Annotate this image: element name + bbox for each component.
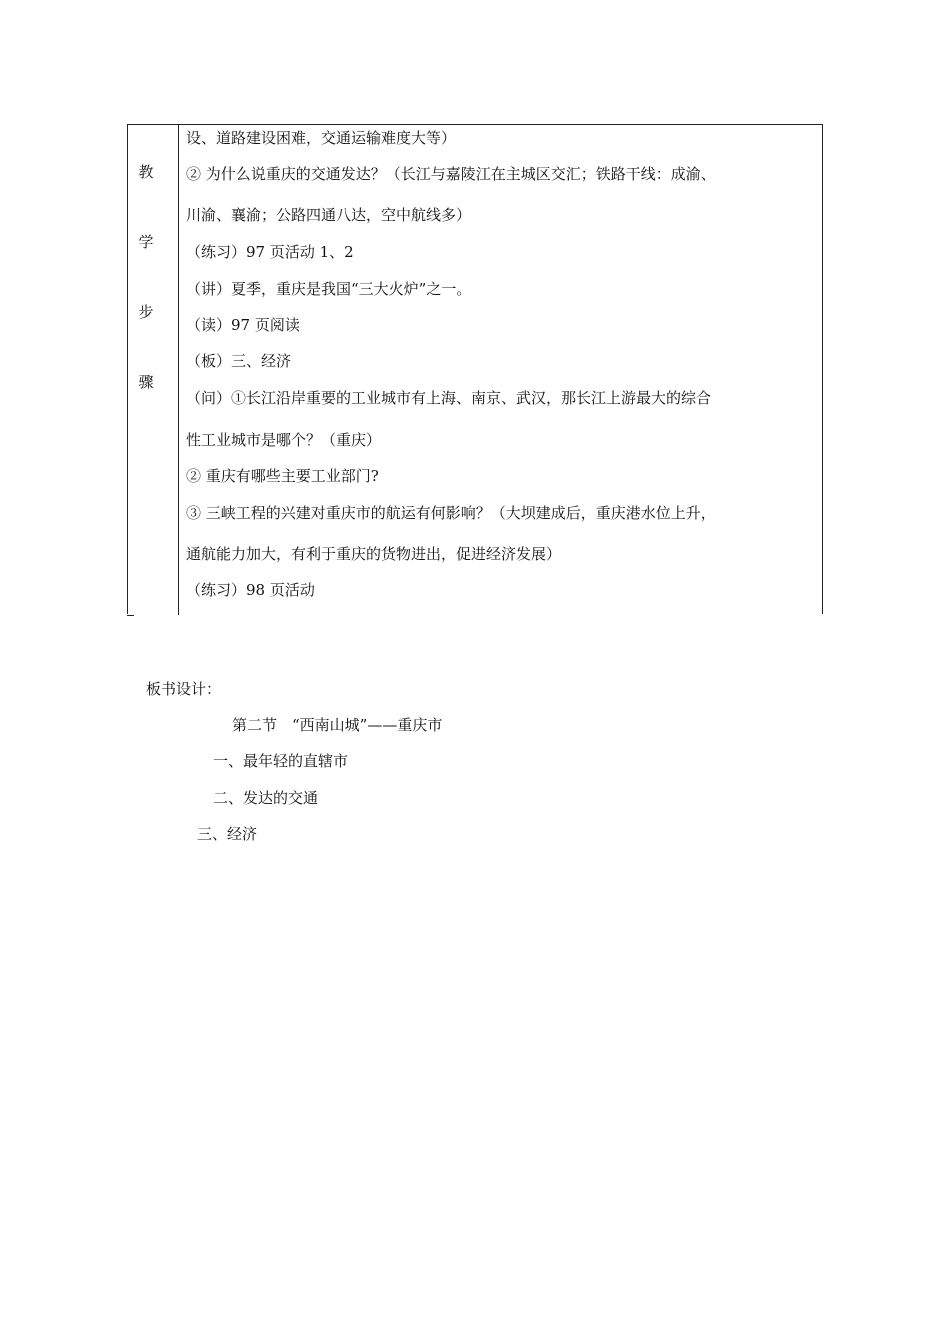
content-line: 通航能力加大，有利于重庆的货物进出，促进经济发展） <box>186 545 562 563</box>
step-label-char: 步 <box>138 303 154 321</box>
content-line: （讲）夏季，重庆是我国“三大火炉”之一。 <box>186 280 472 298</box>
content-line: （问）①长江沿岸重要的工业城市有上海、南京、武汉，那长江上游最大的综合 <box>186 389 712 407</box>
step-label-column <box>128 125 178 615</box>
board-design-item: 二、发达的交通 <box>213 789 319 807</box>
content-line: ② 重庆有哪些主要工业部门? <box>186 467 379 485</box>
content-line: 川渝、襄渝；公路四通八达，空中航线多） <box>186 206 472 224</box>
board-design-item: 三、经济 <box>197 825 258 843</box>
step-label-char: 教 <box>138 163 154 181</box>
content-line: ② 为什么说重庆的交通发达？（长江与嘉陵江在主城区交汇；铁路干线：成渝、 <box>186 165 716 183</box>
board-design-item: 一、最年轻的直辖市 <box>213 752 349 770</box>
content-line: 性工业城市是哪个？（重庆） <box>186 431 382 449</box>
step-content-column <box>186 125 818 615</box>
column-divider <box>178 125 179 615</box>
board-design-title: 第二节 “西南山城”——重庆市 <box>232 716 443 734</box>
content-line: （板）三、经济 <box>186 352 292 370</box>
table-corner-mark <box>127 615 134 616</box>
board-design-heading: 板书设计： <box>146 680 222 698</box>
content-line: ③ 三峡工程的兴建对重庆市的航运有何影响？（大坝建成后，重庆港水位上升， <box>186 504 716 522</box>
step-label-char: 学 <box>138 233 154 251</box>
content-line: （读）97 页阅读 <box>186 316 300 334</box>
content-line: 设、道路建设困难，交通运输难度大等） <box>186 129 457 147</box>
content-line: （练习）97 页活动 1、2 <box>186 243 354 261</box>
step-label-char: 骤 <box>138 373 154 391</box>
teaching-steps-table <box>127 124 823 614</box>
content-line: （练习）98 页活动 <box>186 581 315 599</box>
